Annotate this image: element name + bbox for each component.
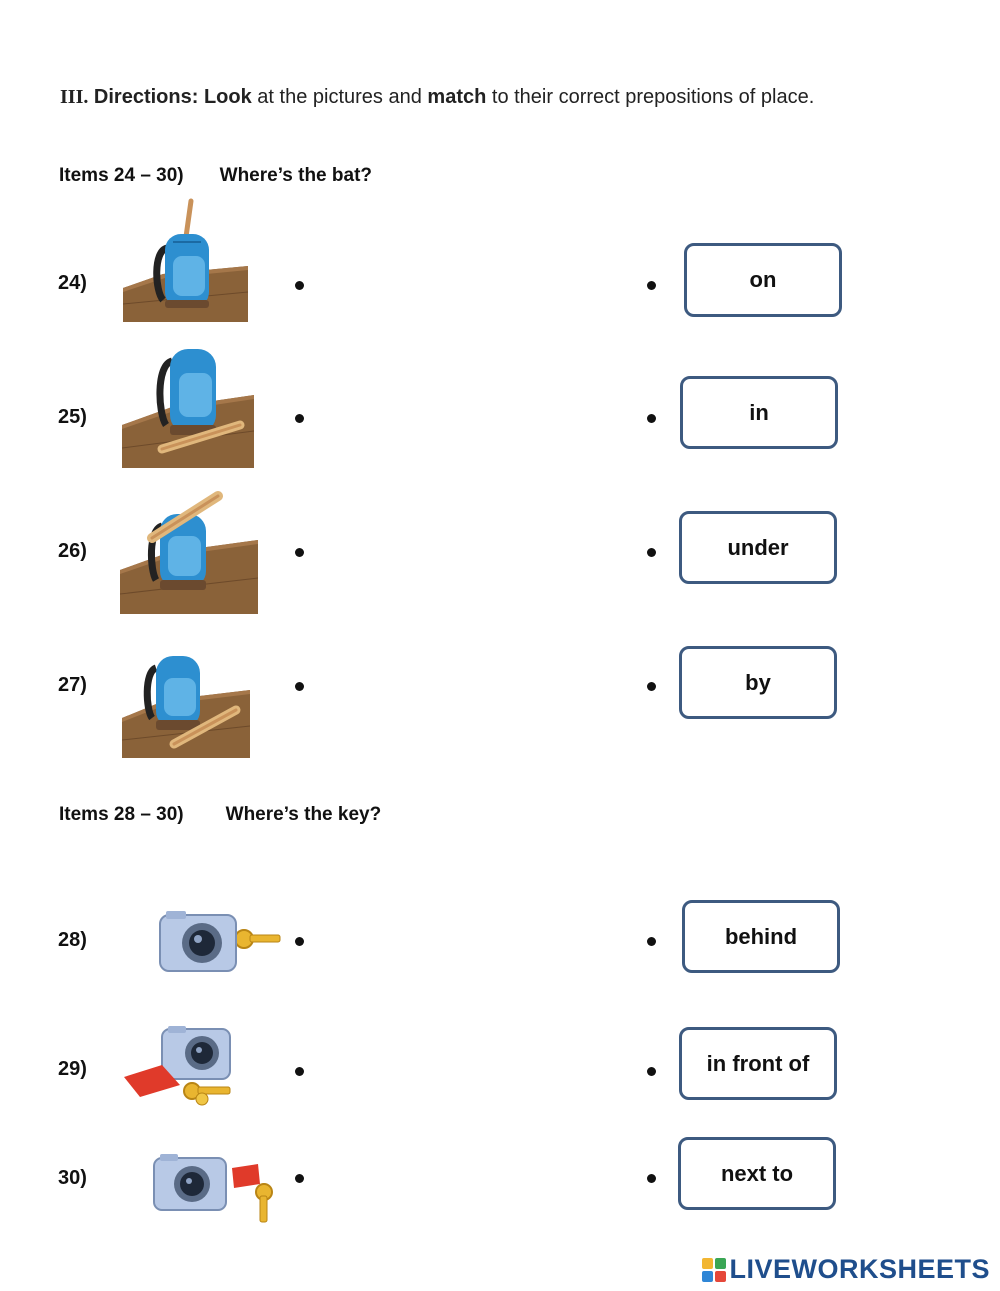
match-dot-left-27[interactable] (295, 682, 304, 691)
liveworksheets-logo (702, 1254, 990, 1285)
answer-box-by[interactable]: by (679, 646, 837, 719)
backpack-bat-by-icon (122, 638, 250, 758)
answer-box-next-to[interactable]: next to (678, 1137, 836, 1210)
item-number-25: 25) (58, 406, 87, 428)
item-number-27: 27) (58, 674, 87, 696)
section-bat-items: Items 24 – 30) (59, 165, 184, 186)
item-number-28: 28) (58, 929, 87, 951)
directions-verb-match: match (427, 86, 487, 108)
directions-label: Directions: (93, 86, 199, 108)
match-dot-left-25[interactable] (295, 414, 304, 423)
backpack-bat-under-icon (122, 333, 254, 468)
backpack-bat-in-icon (123, 196, 248, 322)
item-number-30: 30) (58, 1167, 87, 1189)
answer-box-on[interactable]: on (684, 243, 842, 317)
item-number-24: 24) (58, 272, 87, 294)
item-number-26: 26) (58, 540, 87, 562)
camera-key-in-front-of-icon (122, 1025, 252, 1107)
directions-mid: at the pictures and (257, 86, 422, 108)
match-dot-left-29[interactable] (295, 1067, 304, 1076)
item-number-29: 29) (58, 1058, 87, 1080)
answer-box-in[interactable]: in (680, 376, 838, 449)
liveworksheets-logo-text: LIVEWORKSHEETS (729, 1254, 990, 1284)
match-dot-left-30[interactable] (295, 1174, 304, 1183)
section-bat-header (59, 165, 372, 187)
directions-end: to their correct prepositions of place. (491, 86, 815, 108)
answer-box-under[interactable]: under (679, 511, 837, 584)
match-dot-left-28[interactable] (295, 937, 304, 946)
section-key-header (59, 804, 381, 826)
directions (60, 86, 814, 109)
directions-verb-look: Look (203, 86, 252, 108)
section-key-items: Items 28 – 30) (59, 804, 184, 825)
match-dot-right-under[interactable] (647, 548, 656, 557)
directions-roman: III. (60, 86, 89, 108)
match-dot-right-on[interactable] (647, 281, 656, 290)
backpack-bat-on-icon (120, 482, 258, 614)
match-dot-right-in-front-of[interactable] (647, 1067, 656, 1076)
answer-box-in-front-of[interactable]: in front of (679, 1027, 837, 1100)
camera-key-next-to-icon (150, 1150, 284, 1226)
answer-box-behind[interactable]: behind (682, 900, 840, 973)
section-key-question: Where’s the key? (225, 804, 382, 825)
section-bat-question: Where’s the bat? (219, 165, 373, 186)
match-dot-right-behind[interactable] (647, 937, 656, 946)
camera-key-behind-icon (152, 905, 282, 977)
match-dot-left-26[interactable] (295, 548, 304, 557)
match-dot-left-24[interactable] (295, 281, 304, 290)
match-dot-right-in[interactable] (647, 414, 656, 423)
match-dot-right-next-to[interactable] (647, 1174, 656, 1183)
match-dot-right-by[interactable] (647, 682, 656, 691)
liveworksheets-logo-mark-icon (702, 1258, 726, 1282)
